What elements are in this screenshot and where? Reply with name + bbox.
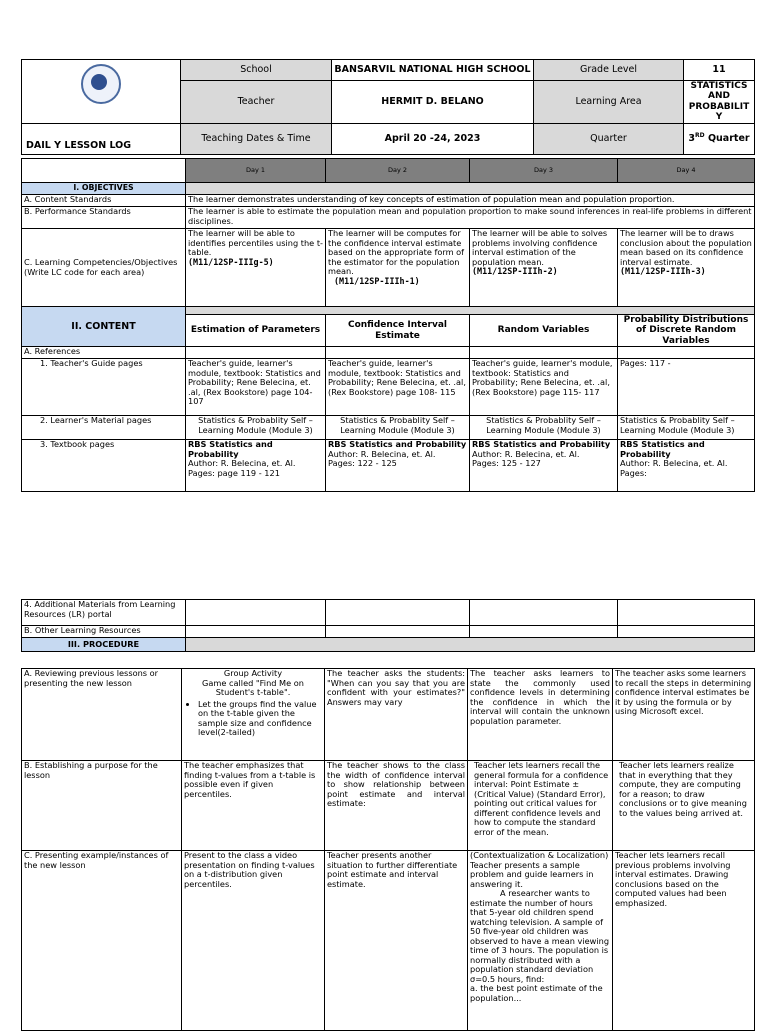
content-heading-fill [186,307,755,315]
dates-label: Teaching Dates & Time [181,123,332,154]
content-heading: II. CONTENT [22,307,186,347]
topic-day-3: Random Variables [470,315,618,347]
objectives-heading-fill [186,183,755,195]
procedure-b-day-1: The teacher emphasizes that finding t-values from a t-table is possible even if given percentiles. [182,761,325,851]
lm-day-1: Statistics & Probablity Self – Learning Module (Module 3) [186,416,326,440]
day-4-header: Day 4 [618,159,755,183]
lm-day-3: Statistics & Probablity Self – Learning Module (Module 3) [470,416,618,440]
other-empty-1 [186,626,326,638]
header-table [21,59,755,155]
lc-day-3: The learner will be able to solves problems involving confidence interval estimation of the population mean. (M11/12SP-IIIh-2) [470,229,618,307]
resources-table [21,599,755,652]
procedure-a-day-3: The teacher asks learners to state the commonly used confidence levels in determining the confidence in which the interval will contain the unknown population parameter. [468,669,613,761]
performance-standards-label: B. Performance Standards [22,207,186,229]
content-standards-text: The learner demonstrates understanding of key concepts of estimation of population mean and population proportion. [186,195,755,207]
tb-day-1: RBS Statistics and Probability Author: R. Belecina, et. Al. Pages: page 119 - 121 [186,440,326,492]
tb-day-3: RBS Statistics and Probability Author: R. Belecina, et. Al. Pages: 125 - 127 [470,440,618,492]
lesson-log-table [21,158,755,492]
additional-empty-3 [470,600,618,626]
additional-empty-4 [618,600,755,626]
tg-day-2: Teacher's guide, learner's module, textbook: Statistics and Probability; Rene Belecina, et. .al, (Rex Bookstore) page 108- 115 [326,359,470,416]
references-label: A. References [22,347,186,359]
teacher-label: Teacher [181,81,332,124]
procedure-b-day-3: Teacher lets learners recall the general formula for a confidence interval: Point Estimate ± (Critical Value) (Standard Error), pointing out critical values for different confidence levels and how to compute the standard error of the mean. [468,761,613,851]
school-label: School [181,60,332,81]
topic-day-1: Estimation of Parameters [186,315,326,347]
objectives-heading: I. OBJECTIVES [22,183,186,195]
references-empty-2 [326,347,470,359]
day-2-header: Day 2 [326,159,470,183]
dates-value: April 20 -24, 2023 [332,123,534,154]
procedure-c-label: C. Presenting example/instances of the new lesson [22,851,182,1031]
quarter-label: Quarter [534,123,684,154]
procedure-heading: III. PROCEDURE [22,638,186,652]
lm-label: 2. Learner's Material pages [22,416,186,440]
tb-day-4: RBS Statistics and Probability Author: R. Belecina, et. Al. Pages: [618,440,755,492]
procedure-a-label: A. Reviewing previous lessons or presenting the new lesson [22,669,182,761]
teacher-value: HERMIT D. BELANO [332,81,534,124]
procedure-c-day-4: Teacher lets learners recall previous problems involving interval estimates. Drawing conclusions based on the computed values had been emphasized. [613,851,755,1031]
procedure-table [21,668,755,1031]
procedure-b-day-4: Teacher lets learners realize that in everything that they compute, they are computing for a reason; to draw conclusions or to give meaning to the values being arrived at. [613,761,755,851]
tg-day-4: Pages: 117 - [618,359,755,416]
quarter-value: 3RD Quarter [684,123,755,154]
references-empty-4 [618,347,755,359]
grade-label: Grade Level [534,60,684,81]
lc-day-4: The learner will be to draws conclusion about the population mean based on its confidence interval estimate. (M11/12SP-IIIh-3) [618,229,755,307]
corner-cell [22,159,186,183]
additional-empty-1 [186,600,326,626]
tg-day-3: Teacher's guide, learner's module, textbook: Statistics and Probability; Rene Belecina, et. .al, (Rex Bookstore) page 115- 117 [470,359,618,416]
school-value: BANSARVIL NATIONAL HIGH SCHOOL [332,60,534,81]
tg-day-1: Teacher's guide, learner's module, textbook: Statistics and Probability; Rene Belecina, et. .al, (Rex Bookstore) page 104- 107 [186,359,326,416]
tb-label: 3. Textbook pages [22,440,186,492]
procedure-a-day-1: Group Activity Game called "Find Me on Student's t-table". • Let the groups find the value on the t-table given the sample size and confidence level(2-tailed) [182,669,325,761]
day-3-header: Day 3 [470,159,618,183]
other-empty-3 [470,626,618,638]
lc-day-1: The learner will be able to identifies percentiles using the t-table. (M11/12SP-IIIg-5) [186,229,326,307]
procedure-c-day-3: (Contextualization & Localization) Teacher presents a sample problem and guide learners in answering it. A researcher wants to estimate the number of hours that 5-year old children spend watching television. A sample of 50 five-year old children was observed to have a mean viewing time of 3 hours. The population is normally distributed with a population standard deviation σ=0.5 hours, find: a. the best point estimate of the population... [468,851,613,1031]
procedure-b-day-2: The teacher shows to the class the width of confidence interval to show relationship between point estimate and interval estimate: [325,761,468,851]
additional-materials-label: 4. Additional Materials from Learning Resources (LR) portal [22,600,186,626]
day-1-header: Day 1 [186,159,326,183]
procedure-c-day-1: Present to the class a video presentation on finding t-values on a t-distribution given percentiles. [182,851,325,1031]
lc-day-2: The learner will be computes for the confidence interval estimate based on the appropriate form of the estimator for the population mean. (M11/12SP-IIIh-1) [326,229,470,307]
area-value: STATISTICS AND PROBABILITY [684,81,755,124]
tg-label: 1. Teacher's Guide pages [22,359,186,416]
other-resources-label: B. Other Learning Resources [22,626,186,638]
procedure-heading-fill [186,638,755,652]
references-empty-3 [470,347,618,359]
other-empty-2 [326,626,470,638]
lc-label: C. Learning Competencies/Objectives (Write LC code for each area) [22,229,186,307]
deped-seal-cell [22,60,181,124]
references-empty-1 [186,347,326,359]
topic-day-4: Probability Distributions of Discrete Random Variables [618,315,755,347]
other-empty-4 [618,626,755,638]
lm-day-4: Statistics & Probablity Self – Learning Module (Module 3) [618,416,755,440]
grade-value: 11 [684,60,755,81]
deped-seal-icon [81,64,121,104]
additional-empty-2 [326,600,470,626]
procedure-b-label: B. Establishing a purpose for the lesson [22,761,182,851]
procedure-a-bullet: • Let the groups find the value on the t-table given the sample size and confidence level(2-tailed) [198,700,322,738]
procedure-a-day-4: The teacher asks some learners to recall the steps in determining confidence interval estimates be it by using the formula or by using Microsoft excel. [613,669,755,761]
page-title: DAIL Y LESSON LOG [22,123,181,154]
procedure-c-day-2: Teacher presents another situation to further differentiate point estimate and interval estimate. [325,851,468,1031]
lm-day-2: Statistics & Probablity Self – Learning Module (Module 3) [326,416,470,440]
topic-day-2: Confidence Interval Estimate [326,315,470,347]
area-label: Learning Area [534,81,684,124]
procedure-a-day-2: The teacher asks the students: "When can you say that you are confident with your estimates?" Answers may vary [325,669,468,761]
performance-standards-text: The learner is able to estimate the population mean and population proportion to make sound inferences in real-life problems in different disciplines. [186,207,755,229]
tb-day-2: RBS Statistics and Probability Author: R. Belecina, et. Al. Pages: 122 - 125 [326,440,470,492]
content-standards-label: A. Content Standards [22,195,186,207]
